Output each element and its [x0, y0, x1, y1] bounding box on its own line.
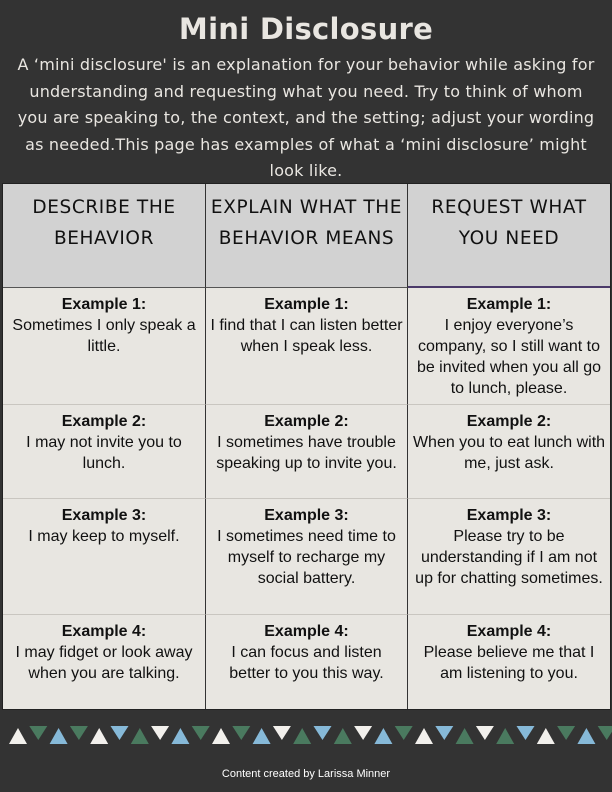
- triangle-decoration: [557, 726, 575, 740]
- triangle-decoration: [334, 728, 352, 744]
- example-label: Example 3:: [466, 507, 552, 524]
- table-cell: [3, 499, 206, 615]
- triangle-decoration: [273, 726, 291, 740]
- example-label: Example 4:: [61, 623, 147, 640]
- example-label: Example 2:: [264, 413, 349, 430]
- triangle-decoration: [70, 726, 88, 740]
- triangle-decoration: [435, 726, 453, 740]
- triangle-decoration: [395, 726, 413, 740]
- cell-text: I may keep to myself.: [28, 528, 180, 545]
- triangle-decoration: [151, 726, 169, 740]
- triangle-decoration: [50, 728, 68, 744]
- example-label: Example 1:: [466, 296, 552, 313]
- triangle-decoration: [171, 728, 189, 744]
- triangle-decoration: [537, 728, 555, 744]
- cell-text: When you to eat lunch with me, just ask.: [412, 434, 606, 472]
- intro-paragraph: A ‘mini disclosure' is an explanation for your behavior while asking for understanding and requesting what you need. Try to think of whom you are speaking to, the context, and the setting; adjust your wording as needed.This page has examples of what a ‘mini disclosure’ might look like.: [17, 55, 595, 180]
- credit-line: Content created by Larissa Minner: [221, 768, 391, 780]
- cell-text: Please believe me that I am listening to you.: [423, 644, 595, 682]
- cell-text: Sometimes I only speak a little.: [12, 317, 196, 355]
- cell-text: I can focus and listen better to you this way.: [229, 644, 384, 682]
- disclosure-table: [2, 183, 611, 710]
- triangle-decoration: [577, 728, 595, 744]
- table-cell: [206, 288, 408, 405]
- table-cell: [3, 288, 206, 405]
- table-cell: [3, 405, 206, 499]
- table-cell: [3, 615, 206, 709]
- cell-text: I sometimes have trouble speaking up to invite you.: [216, 434, 397, 472]
- triangle-decoration: [131, 728, 149, 744]
- example-label: Example 4:: [264, 623, 349, 640]
- cell-text: Please try to be understanding if I am not up for chatting sometimes.: [415, 528, 603, 587]
- triangle-border-decoration: [0, 720, 612, 752]
- table-cell: [408, 288, 610, 405]
- triangle-decoration: [192, 726, 210, 740]
- cell-text: I may fidget or look away when you are talking.: [15, 644, 193, 682]
- triangle-decoration: [517, 726, 535, 740]
- triangle-decoration: [314, 726, 332, 740]
- page-title: Mini Disclosure: [178, 12, 434, 46]
- triangle-decoration: [90, 728, 108, 744]
- table-cell: [408, 615, 610, 709]
- triangle-decoration: [354, 726, 372, 740]
- example-label: Example 2:: [466, 413, 552, 430]
- table-cell: [408, 405, 610, 499]
- cell-text: I may not invite you to lunch.: [26, 434, 182, 472]
- table-cell: [206, 615, 408, 709]
- triangle-decoration: [374, 728, 392, 744]
- example-label: Example 2:: [61, 413, 147, 430]
- column-header-describe: DESCRIBE THE BEHAVIOR: [3, 184, 206, 288]
- cell-text: I enjoy everyone’s company, so I still want to be invited when you all go to lunch, please.: [416, 317, 602, 397]
- cell-text: I sometimes need time to myself to recharge my social battery.: [217, 528, 396, 587]
- example-label: Example 4:: [466, 623, 552, 640]
- triangle-decoration: [253, 728, 271, 744]
- example-label: Example 3:: [61, 507, 147, 524]
- column-header-request: REQUEST WHAT YOU NEED: [408, 184, 610, 288]
- triangle-decoration: [9, 728, 27, 744]
- cell-text: I find that I can listen better when I speak less.: [210, 317, 403, 355]
- triangle-decoration: [29, 726, 47, 740]
- triangle-decoration: [293, 728, 311, 744]
- example-label: Example 3:: [264, 507, 349, 524]
- triangle-decoration: [232, 726, 250, 740]
- table-cell: [408, 499, 610, 615]
- table-cell: [206, 405, 408, 499]
- table-cell: [206, 499, 408, 615]
- example-label: Example 1:: [61, 296, 147, 313]
- triangle-decoration: [456, 728, 474, 744]
- triangle-decoration: [111, 726, 129, 740]
- triangle-decoration: [212, 728, 230, 744]
- triangle-decoration: [598, 726, 612, 740]
- column-header-explain: EXPLAIN WHAT THE BEHAVIOR MEANS: [206, 184, 408, 288]
- triangle-decoration: [415, 728, 433, 744]
- triangle-decoration: [496, 728, 514, 744]
- triangle-decoration: [476, 726, 494, 740]
- example-label: Example 1:: [264, 296, 349, 313]
